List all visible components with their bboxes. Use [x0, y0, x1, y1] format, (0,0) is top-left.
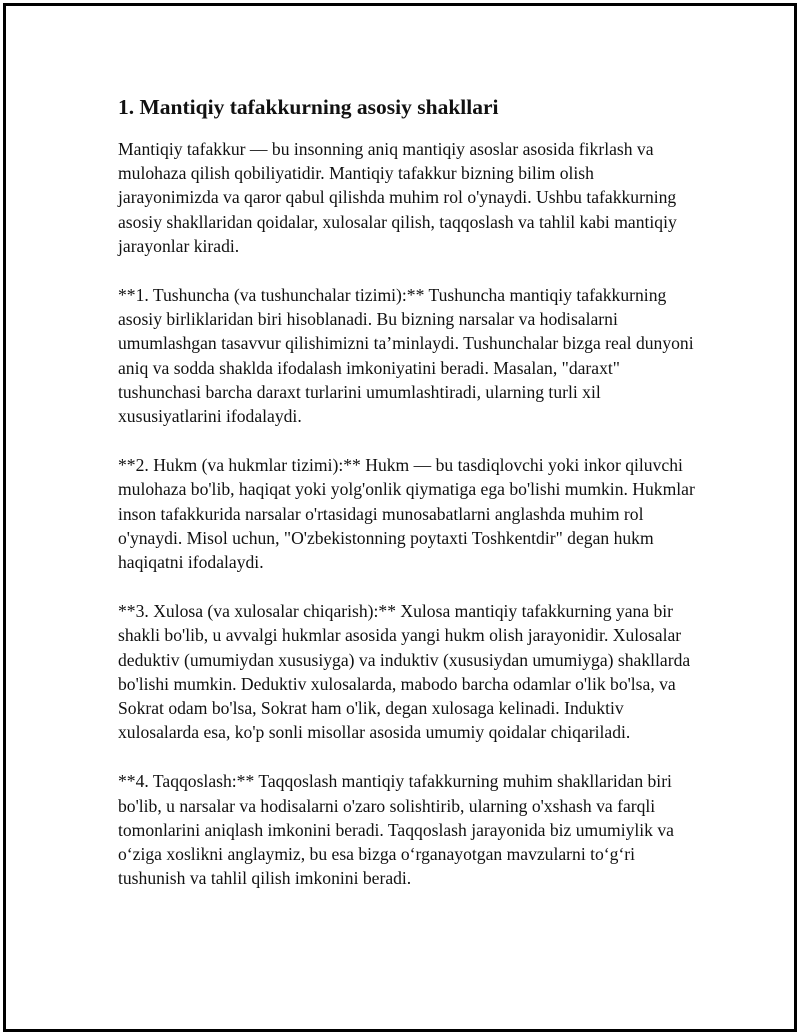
paragraph-tushuncha: **1. Tushuncha (va tushunchalar tizimi):** Tushuncha mantiqiy tafakkurning asosiy birliklaridan biri hisoblanadi. Bu bizning narsalar va hodisalarni umumlashgan tasavvur qilishimizni ta’minlaydi. Tushunchalar bizga real dunyoni aniq va sodda shaklda ifodalash imkoniyatini beradi. Masalan, "daraxt" tushunchasi barcha daraxt turlarini umumlashtiradi, ularning turli xil xususiyatlarini ifodalaydi. — [118, 285, 694, 427]
paragraph-hukm: **2. Hukm (va hukmlar tizimi):** Hukm — bu tasdiqlovchi yoki inkor qiluvchi mulohaza bo'lib, haqiqat yoki yolg'onlik qiymatiga ega bo'lishi mumkin. Hukmlar inson tafakkurida narsalar o'rtasidagi munosabatlarni anglashda muhim rol o'ynaydi. Misol uchun, "O'zbekistonning poytaxti Toshkentdir" degan hukm haqiqatni ifodalaydi. — [118, 455, 695, 573]
paragraph-taqqoslash: **4. Taqqoslash:** Taqqoslash mantiqiy tafakkurning muhim shakllaridan biri bo'lib, u narsalar va hodisalarni o'zaro solishtirib, ularning o'xshash va farqli tomonlarini aniqlash imkonini beradi. Taqqoslash jarayonida biz umumiylik va o‘ziga xoslikni anglaymiz, bu esa bizga o‘rganayotgan mavzularni to‘g‘ri tushunish va tahlil qilish imkonini beradi. — [118, 771, 674, 889]
document-body — [118, 93, 698, 915]
paragraph-xulosa: **3. Xulosa (va xulosalar chiqarish):** Xulosa mantiqiy tafakkurning yana bir shakli bo'lib, u avvalgi hukmlar asosida yangi hukm olish jarayonidir. Xulosalar deduktiv (umumiydan xususiyga) va induktiv (xususiydan umumiyga) shakllarda bo'lishi mumkin. Deduktiv xulosalarda, mabodo barcha odamlar o'lik bo'lsa, va Sokrat odam bo'lsa, Sokrat ham o'lik, degan xulosaga kelinadi. Induktiv xulosalarda esa, ko'p sonli misollar asosida umumiy qoidalar chiqariladi. — [118, 601, 691, 743]
document-title: 1. Mantiqiy tafakkurning asosiy shakllari — [118, 95, 499, 119]
intro-paragraph: Mantiqiy tafakkur — bu insonning aniq mantiqiy asoslar asosida fikrlash va mulohaza qilish qobiliyatidir. Mantiqiy tafakkur bizning bilim olish jarayonimizda va qaror qabul qilishda muhim rol o'ynaydi. Ushbu tafakkurning asosiy shakllaridan qoidalar, xulosalar qilish, taqqoslash va tahlil kabi mantiqiy jarayonlar kiradi. — [118, 139, 677, 256]
